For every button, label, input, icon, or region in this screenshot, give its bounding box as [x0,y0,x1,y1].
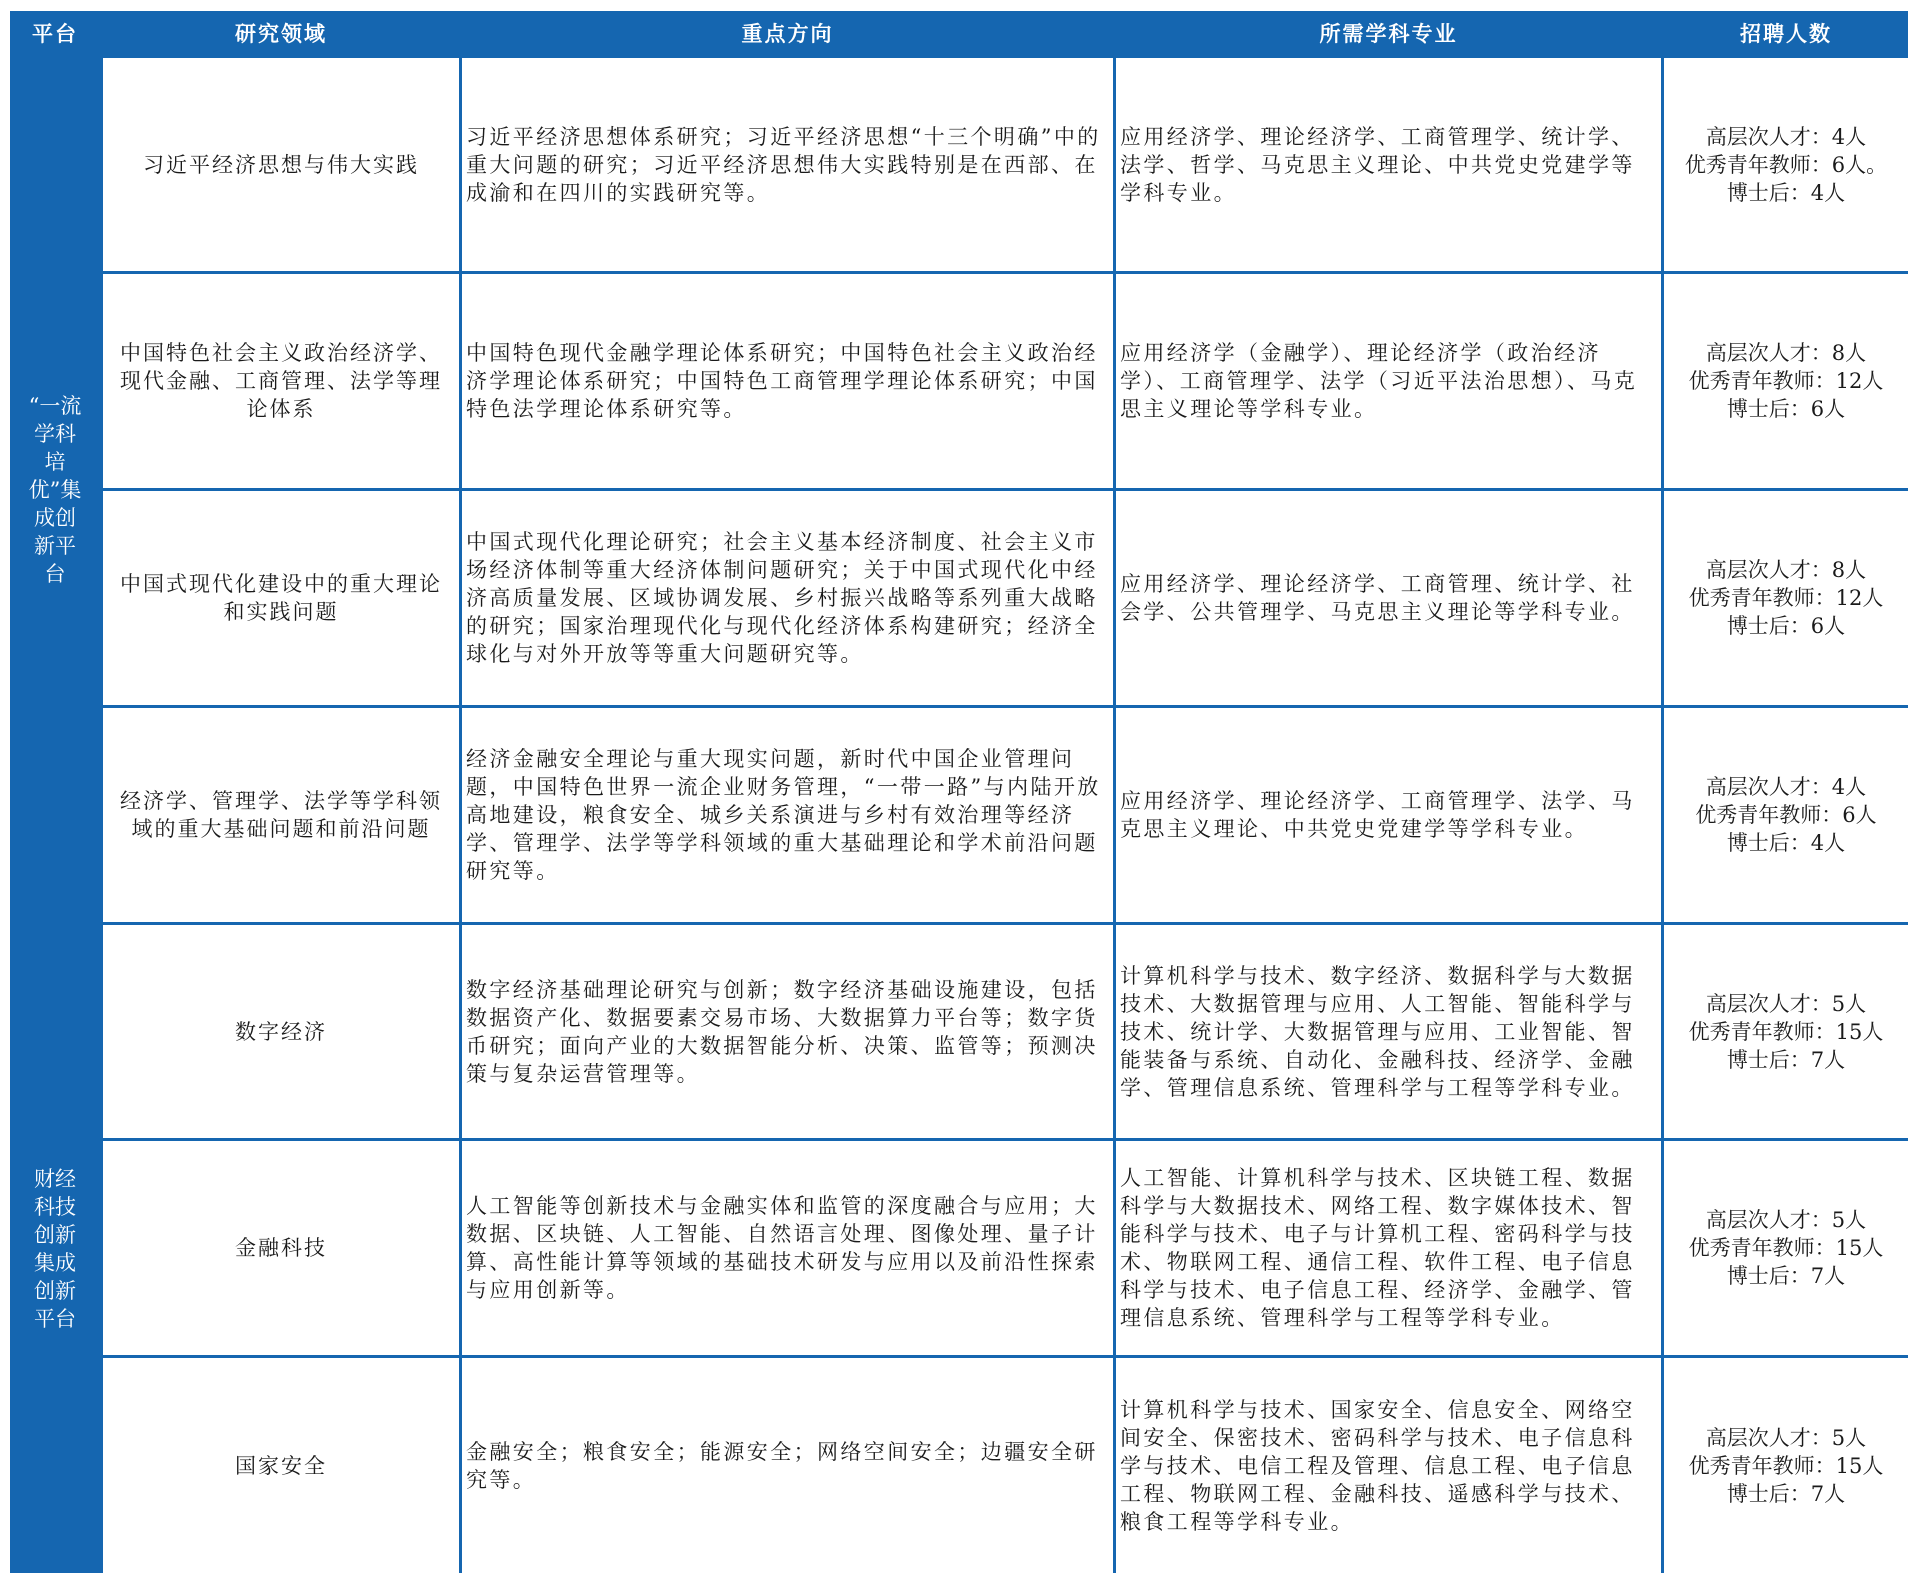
direction-cell [462,58,1113,271]
direction-cell [462,1358,1113,1573]
direction-cell [462,708,1113,922]
majors-cell [1116,1141,1661,1355]
count-senior: 高层次人才：5人 [1705,991,1867,1016]
recruitment-table [10,11,1908,1573]
field-cell [103,708,459,922]
count-senior: 高层次人才：8人 [1705,341,1867,365]
count-cell [1664,925,1908,1138]
count-postdoc: 博士后：4人 [1726,831,1846,855]
direction-cell [462,925,1113,1138]
count-cell [1664,274,1908,488]
platform-name: 财经科技创新集成创新平台 [34,1167,76,1331]
direction-text: 人工智能等创新技术与金融实体和监管的深度融合与应用；大数据、区块链、人工智能、自然语言处理、图像处理、量子计算、高性能计算等领域的基础技术研发与应用以及前沿性探索与应用创新等。 [466,1194,1098,1302]
count-senior: 高层次人才：5人 [1705,1425,1867,1450]
direction-cell [462,491,1113,705]
direction-cell [462,274,1113,488]
field-cell [103,925,459,1138]
header-direction: 重点方向 [462,11,1113,55]
count-senior: 高层次人才：4人 [1705,775,1867,799]
count-postdoc: 博士后：7人 [1726,1047,1846,1072]
direction-text: 经济金融安全理论与重大现实问题，新时代中国企业管理问题，中国特色世界一流企业财务管理，“一带一路”与内陆开放高地建设，粮食安全、城乡关系演进与乡村有效治理等经济学、管理学、法学等学科领域的重大基础理论和学术前沿问题研究等。 [466,747,1101,883]
majors-text: 应用经济学（金融学）、理论经济学（政治经济学）、工商管理学、法学（习近平法治思想）、马克思主义理论等学科专业。 [1120,341,1638,421]
majors-cell [1116,925,1661,1138]
majors-text: 应用经济学、理论经济学、工商管理学、统计学、法学、哲学、马克思主义理论、中共党史党建学等学科专业。 [1120,124,1635,205]
majors-text: 计算机科学与技术、数字经济、数据科学与大数据技术、大数据管理与应用、人工智能、智能科学与技术、统计学、大数据管理与应用、工业智能、智能装备与系统、自动化、金融科技、经济学、金融学、管理信息系统、管理科学与工程等学科专业。 [1120,963,1635,1100]
field-text: 中国特色社会主义政治经济学、现代金融、工商管理、法学等理论体系 [120,341,442,421]
count-senior: 高层次人才：5人 [1705,1208,1867,1232]
majors-cell [1116,708,1661,922]
platform-cell [10,58,100,922]
field-cell [103,1358,459,1573]
majors-text: 计算机科学与技术、国家安全、信息安全、网络空间安全、保密技术、密码科学与技术、电子信息科学与技术、电信工程及管理、信息工程、电子信息工程、物联网工程、金融科技、遥感科学与技术、粮食工程等学科专业。 [1120,1397,1635,1534]
count-young: 优秀青年教师：12人 [1688,586,1884,610]
count-cell [1664,1358,1908,1573]
count-postdoc: 博士后：6人 [1726,614,1846,638]
count-young: 优秀青年教师：15人 [1688,1019,1884,1044]
count-cell [1664,491,1908,705]
count-cell [1664,58,1908,271]
majors-cell [1116,58,1661,271]
field-cell [103,1141,459,1355]
platform-cell [10,925,100,1573]
field-cell [103,491,459,705]
direction-text: 数字经济基础理论研究与创新；数字经济基础设施建设，包括数据资产化、数据要素交易市场、大数据算力平台等；数字货币研究；面向产业的大数据智能分析、决策、监管等；预测决策与复杂运营管理等。 [466,977,1098,1086]
direction-text: 习近平经济思想体系研究；习近平经济思想“十三个明确”中的重大问题的研究；习近平经济思想伟大实践特别是在西部、在成渝和在四川的实践研究等。 [466,124,1101,205]
platform-name: “一流学科培优”集成创新平台 [28,394,82,586]
majors-cell [1116,491,1661,705]
majors-text: 应用经济学、理论经济学、工商管理、统计学、社会学、公共管理学、马克思主义理论等学科专业。 [1120,572,1635,624]
count-cell [1664,708,1908,922]
direction-cell [462,1141,1113,1355]
count-senior: 高层次人才：8人 [1705,558,1867,582]
count-senior: 高层次人才：4人 [1705,124,1867,149]
header-platform: 平台 [10,11,100,55]
field-text: 习近平经济思想与伟大实践 [143,152,419,177]
count-postdoc: 博士后：4人 [1726,180,1846,205]
majors-cell [1116,1358,1661,1573]
count-postdoc: 博士后：7人 [1726,1481,1846,1506]
header-count: 招聘人数 [1664,11,1908,55]
majors-text: 应用经济学、理论经济学、工商管理学、法学、马克思主义理论、中共党史党建学等学科专业。 [1120,789,1635,841]
count-young: 优秀青年教师：12人 [1688,369,1884,393]
header-field: 研究领域 [103,11,459,55]
count-cell [1664,1141,1908,1355]
majors-text: 人工智能、计算机科学与技术、区块链工程、数据科学与大数据技术、网络工程、数字媒体技术、智能科学与技术、电子与计算机工程、密码科学与技术、物联网工程、通信工程、软件工程、电子信息科学与技术、电子信息工程、经济学、金融学、管理信息系统、管理科学与工程等学科专业。 [1120,1166,1635,1330]
count-young: 优秀青年教师：15人 [1688,1236,1884,1260]
direction-text: 金融安全；粮食安全；能源安全；网络空间安全；边疆安全研究等。 [466,1439,1098,1492]
field-text: 经济学、管理学、法学等学科领域的重大基础问题和前沿问题 [120,789,442,841]
field-text: 金融科技 [235,1236,327,1260]
field-text: 中国式现代化建设中的重大理论和实践问题 [120,572,442,624]
header-majors: 所需学科专业 [1116,11,1661,55]
count-young: 优秀青年教师：6人。 [1684,152,1888,177]
count-postdoc: 博士后：7人 [1726,1264,1846,1288]
field-text: 数字经济 [235,1019,327,1044]
count-postdoc: 博士后：6人 [1726,397,1846,421]
field-cell [103,274,459,488]
direction-text: 中国特色现代金融学理论体系研究；中国特色社会主义政治经济学理论体系研究；中国特色工商管理学理论体系研究；中国特色法学理论体系研究等。 [466,341,1098,421]
direction-text: 中国式现代化理论研究；社会主义基本经济制度、社会主义市场经济体制等重大经济体制问题研究；关于中国式现代化中经济高质量发展、区域协调发展、乡村振兴战略等系列重大战略的研究；国家治理现代化与现代化经济体系构建研究；经济全球化与对外开放等等重大问题研究等。 [466,530,1098,666]
field-cell [103,58,459,271]
count-young: 优秀青年教师：15人 [1688,1453,1884,1478]
majors-cell [1116,274,1661,488]
field-text: 国家安全 [235,1453,327,1478]
count-young: 优秀青年教师：6人 [1695,803,1877,827]
